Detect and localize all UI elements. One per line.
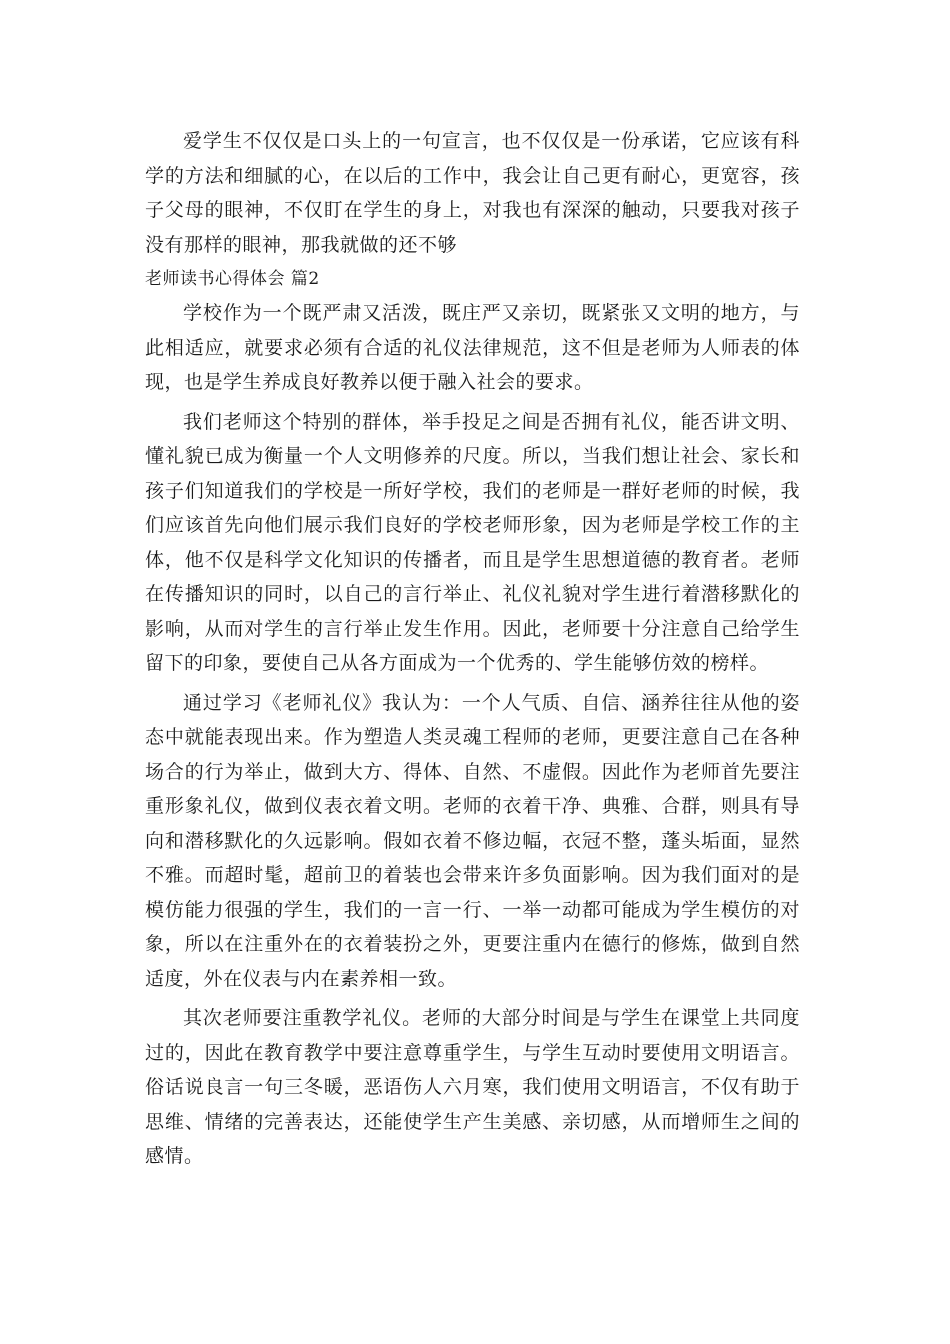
document-page	[145, 124, 800, 1174]
paragraph-3: 通过学习《老师礼仪》我认为：一个人气质、自信、涵养往往从他的姿态中就能表现出来。作为塑造人类灵魂工程师的老师，更要注意自己在各种场合的行为举止，做到大方、得体、自然、不虚假。因此作为老师首先要注重形象礼仪，做到仪表衣着文明。老师的衣着干净、典雅、合群，则具有导向和潜移默化的久远影响。假如衣着不修边幅，衣冠不整，蓬头垢面，显然不雅。而超时髦，超前卫的着装也会带来许多负面影响。因为我们面对的是模仿能力很强的学生，我们的一言一行、一举一动都可能成为学生模仿的对象，所以在注重外在的衣着装扮之外，更要注重内在德行的修炼，做到自然适度，外在仪表与内在素养相一致。	[145, 691, 800, 990]
paragraph-intro: 爱学生不仅仅是口头上的一句宣言，也不仅仅是一份承诺，它应该有科学的方法和细腻的心，在以后的工作中，我会让自己更有耐心，更宽容，孩子父母的眼神，不仅盯在学生的身上，对我也有深深的触动，只要我对孩子没有那样的眼神，那我就做的还不够	[145, 130, 800, 256]
section-heading: 老师读书心得体会 篇2	[145, 269, 320, 289]
paragraph-2: 我们老师这个特别的群体，举手投足之间是否拥有礼仪，能否讲文明、懂礼貌已成为衡量一个人文明修养的尺度。所以，当我们想让社会、家长和孩子们知道我们的学校是一所好学校，我们的老师是一群好老师的时候，我们应该首先向他们展示我们良好的学校老师形象，因为老师是学校工作的主体，他不仅是科学文化知识的传播者，而且是学生思想道德的教育者。老师在传播知识的同时，以自己的言行举止、礼仪礼貌对学生进行着潜移默化的影响，从而对学生的言行举止发生作用。因此，老师要十分注意自己给学生留下的印象，要使自己从各方面成为一个优秀的、学生能够仿效的榜样。	[145, 410, 800, 674]
paragraph-4: 其次老师要注重教学礼仪。老师的大部分时间是与学生在课堂上共同度过的，因此在教育教学中要注意尊重学生，与学生互动时要使用文明语言。俗话说良言一句三冬暖，恶语伤人六月寒，我们使用文明语言，不仅有助于思维、情绪的完善表达，还能使学生产生美感、亲切感，从而增师生之间的感情。	[145, 1007, 800, 1167]
paragraph-1: 学校作为一个既严肃又活泼，既庄严又亲切，既紧张又文明的地方，与此相适应，就要求必须有合适的礼仪法律规范，这不但是老师为人师表的体现，也是学生养成良好教养以便于融入社会的要求。	[145, 302, 800, 393]
